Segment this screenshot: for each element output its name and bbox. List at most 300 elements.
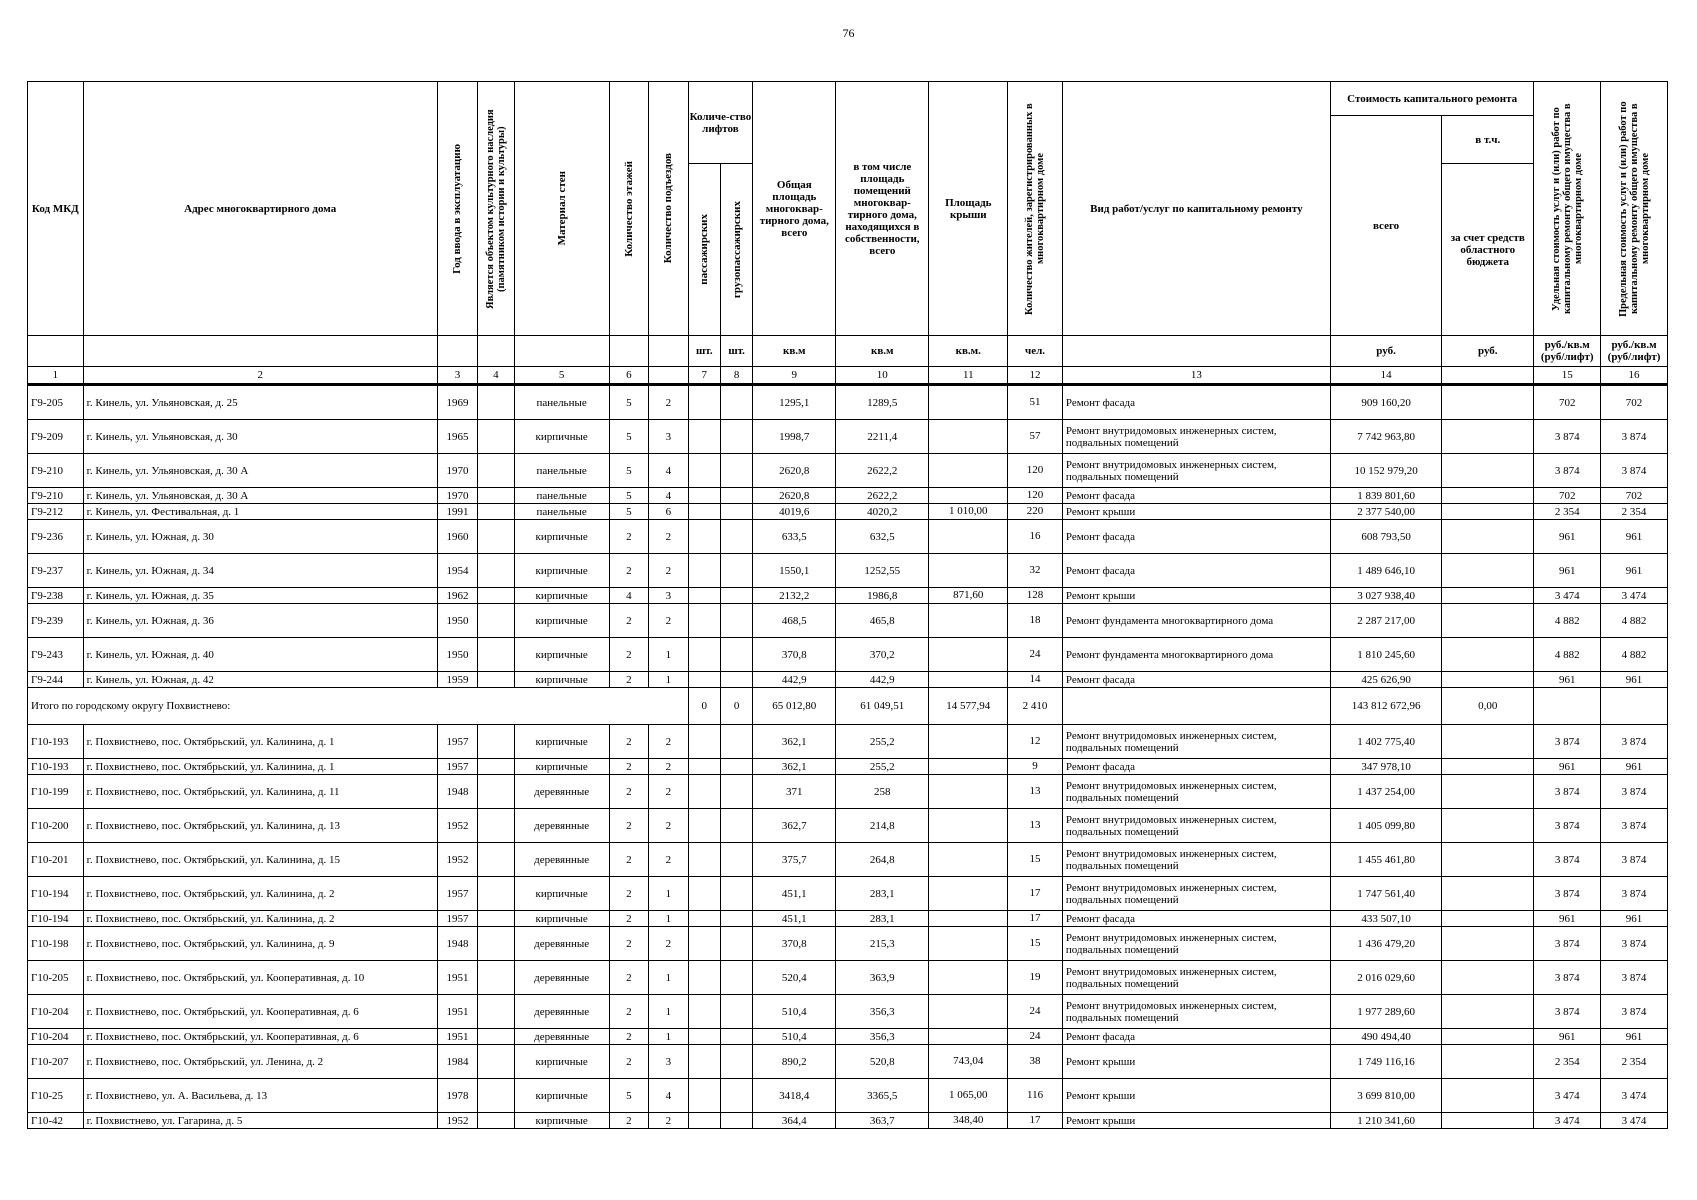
material-cell: кирпичные <box>514 911 609 927</box>
cost-regional-cell <box>1442 809 1534 843</box>
cost-total-cell: 1 977 289,60 <box>1330 995 1441 1029</box>
max-cost-cell: 961 <box>1601 911 1668 927</box>
kod-cell: Г9-239 <box>28 604 84 638</box>
residents-cell: 15 <box>1008 927 1063 961</box>
heritage-cell <box>478 604 514 638</box>
lifts-pass-cell <box>688 759 720 775</box>
floors-cell: 2 <box>609 520 648 554</box>
address-cell: г. Похвистнево, пос. Октябрьский, ул. Кооперативная, д. 6 <box>83 995 437 1029</box>
cost-total-cell: 425 626,90 <box>1330 672 1441 688</box>
heritage-cell <box>478 1113 514 1129</box>
lifts-pass-cell <box>688 1113 720 1129</box>
column-number <box>1442 367 1534 385</box>
year-cell: 1965 <box>437 420 477 454</box>
area-total-cell: 2620,8 <box>753 454 836 488</box>
lifts-cargo-cell <box>720 927 752 961</box>
unit-cost-cell: 4 882 <box>1534 638 1601 672</box>
max-cost-cell: 961 <box>1601 759 1668 775</box>
address-cell: г. Кинель, ул. Южная, д. 36 <box>83 604 437 638</box>
residents-cell: 220 <box>1008 504 1063 520</box>
unit-rub-kvm: руб./кв.м (руб/лифт) <box>1534 336 1601 367</box>
area-owned-cell: 283,1 <box>836 877 929 911</box>
residents-cell: 120 <box>1008 488 1063 504</box>
unit-cost-cell: 3 874 <box>1534 725 1601 759</box>
cost-regional-cell <box>1442 520 1534 554</box>
roof-area-cell: 1 010,00 <box>929 504 1008 520</box>
residents-cell: 128 <box>1008 588 1063 604</box>
heritage-cell <box>478 520 514 554</box>
max-cost-cell: 3 474 <box>1601 1079 1668 1113</box>
entrances-cell: 1 <box>649 1029 688 1045</box>
roof-area-cell <box>929 775 1008 809</box>
lifts-pass-cell <box>688 604 720 638</box>
table-row <box>28 961 1668 995</box>
address-cell: г. Кинель, ул. Южная, д. 34 <box>83 554 437 588</box>
area-owned-cell: 356,3 <box>836 1029 929 1045</box>
area-total-cell: 468,5 <box>753 604 836 638</box>
heritage-cell <box>478 504 514 520</box>
floors-cell: 2 <box>609 843 648 877</box>
year-cell: 1970 <box>437 488 477 504</box>
lifts-pass-cell <box>688 638 720 672</box>
residents-cell: 116 <box>1008 1079 1063 1113</box>
unit-cost-cell: 702 <box>1534 488 1601 504</box>
address-cell: г. Кинель, ул. Ульяновская, д. 30 <box>83 420 437 454</box>
address-cell: г. Похвистнево, пос. Октябрьский, ул. Кооперативная, д. 10 <box>83 961 437 995</box>
table-row <box>28 604 1668 638</box>
roof-area-cell <box>929 385 1008 420</box>
lifts-pass-cell <box>688 1029 720 1045</box>
max-cost-cell: 3 874 <box>1601 961 1668 995</box>
work-type-cell: Ремонт внутридомовых инженерных систем, подвальных помещений <box>1062 843 1330 877</box>
max-cost-cell: 4 882 <box>1601 638 1668 672</box>
unit-cost-cell: 961 <box>1534 911 1601 927</box>
address-cell: г. Похвистнево, пос. Октябрьский, ул. Калинина, д. 2 <box>83 911 437 927</box>
area-total-cell: 4019,6 <box>753 504 836 520</box>
residents-cell: 13 <box>1008 775 1063 809</box>
column-number: 13 <box>1062 367 1330 385</box>
kod-cell: Г10-194 <box>28 911 84 927</box>
year-cell: 1962 <box>437 588 477 604</box>
entrances-cell: 2 <box>649 927 688 961</box>
roof-area-cell: 871,60 <box>929 588 1008 604</box>
header-lifts-pass: пассажирских <box>688 164 720 336</box>
area-owned-cell: 255,2 <box>836 725 929 759</box>
unit-cost-cell: 3 874 <box>1534 843 1601 877</box>
lifts-pass-cell <box>688 809 720 843</box>
header-roof: Площадь крыши <box>929 82 1008 336</box>
roof-area-cell <box>929 638 1008 672</box>
column-number: 3 <box>437 367 477 385</box>
max-cost-cell: 3 874 <box>1601 420 1668 454</box>
work-type-cell: Ремонт внутридомовых инженерных систем, подвальных помещений <box>1062 995 1330 1029</box>
lifts-cargo-cell <box>720 454 752 488</box>
address-cell: г. Похвистнево, пос. Октябрьский, ул. Калинина, д. 2 <box>83 877 437 911</box>
cost-total-cell: 3 027 938,40 <box>1330 588 1441 604</box>
entrances-cell: 3 <box>649 588 688 604</box>
kod-cell: Г9-243 <box>28 638 84 672</box>
lifts-pass-cell <box>688 420 720 454</box>
heritage-cell <box>478 775 514 809</box>
work-type-cell: Ремонт фундамента многоквартирного дома <box>1062 638 1330 672</box>
total-residents: 2 410 <box>1008 688 1063 725</box>
area-total-cell: 371 <box>753 775 836 809</box>
max-cost-cell: 702 <box>1601 385 1668 420</box>
unit-cost-cell: 4 882 <box>1534 604 1601 638</box>
column-number: 15 <box>1534 367 1601 385</box>
area-total-cell: 510,4 <box>753 995 836 1029</box>
work-type-cell: Ремонт фасада <box>1062 385 1330 420</box>
residents-cell: 13 <box>1008 809 1063 843</box>
lifts-pass-cell <box>688 554 720 588</box>
max-cost-cell: 4 882 <box>1601 604 1668 638</box>
heritage-cell <box>478 725 514 759</box>
roof-area-cell <box>929 927 1008 961</box>
residents-cell: 16 <box>1008 520 1063 554</box>
cost-regional-cell <box>1442 759 1534 775</box>
unit-cost-cell: 961 <box>1534 672 1601 688</box>
residents-cell: 57 <box>1008 420 1063 454</box>
lifts-cargo-cell <box>720 1079 752 1113</box>
unit-cost-cell: 3 874 <box>1534 961 1601 995</box>
max-cost-cell: 3 874 <box>1601 927 1668 961</box>
header-max-cost: Предельная стоимость услуг и (или) работ по капитальному ремонту общего имущества в многоквартирном доме <box>1601 82 1668 336</box>
cost-regional-cell <box>1442 1045 1534 1079</box>
area-owned-cell: 1289,5 <box>836 385 929 420</box>
year-cell: 1970 <box>437 454 477 488</box>
roof-area-cell <box>929 420 1008 454</box>
cost-regional-cell <box>1442 1079 1534 1113</box>
max-cost-cell: 961 <box>1601 520 1668 554</box>
header-cost-incl: в т.ч. <box>1442 116 1534 164</box>
kod-cell: Г9-205 <box>28 385 84 420</box>
entrances-cell: 2 <box>649 554 688 588</box>
residents-cell: 24 <box>1008 1029 1063 1045</box>
table-row <box>28 911 1668 927</box>
material-cell: кирпичные <box>514 520 609 554</box>
floors-cell: 2 <box>609 1045 648 1079</box>
unit-cost-cell: 3 474 <box>1534 588 1601 604</box>
work-type-cell: Ремонт фасада <box>1062 554 1330 588</box>
unit-cost-cell: 3 474 <box>1534 1113 1601 1129</box>
table-row <box>28 520 1668 554</box>
year-cell: 1952 <box>437 809 477 843</box>
entrances-cell: 2 <box>649 725 688 759</box>
area-total-cell: 362,1 <box>753 759 836 775</box>
year-cell: 1948 <box>437 775 477 809</box>
floors-cell: 4 <box>609 588 648 604</box>
header-cost-total: всего <box>1330 116 1441 336</box>
table-row <box>28 1113 1668 1129</box>
cost-total-cell: 2 287 217,00 <box>1330 604 1441 638</box>
lifts-cargo-cell <box>720 554 752 588</box>
total-area-owned: 61 049,51 <box>836 688 929 725</box>
table-row <box>28 877 1668 911</box>
area-owned-cell: 442,9 <box>836 672 929 688</box>
lifts-pass-cell <box>688 911 720 927</box>
work-type-cell: Ремонт фасада <box>1062 520 1330 554</box>
cost-regional-cell <box>1442 504 1534 520</box>
area-total-cell: 364,4 <box>753 1113 836 1129</box>
area-total-cell: 2132,2 <box>753 588 836 604</box>
kod-cell: Г10-201 <box>28 843 84 877</box>
kod-cell: Г10-200 <box>28 809 84 843</box>
kod-cell: Г10-204 <box>28 995 84 1029</box>
cost-total-cell: 7 742 963,80 <box>1330 420 1441 454</box>
area-total-cell: 510,4 <box>753 1029 836 1045</box>
header-entrances: Количество подъездов <box>649 82 688 336</box>
material-cell: кирпичные <box>514 725 609 759</box>
area-owned-cell: 2211,4 <box>836 420 929 454</box>
area-total-cell: 362,1 <box>753 725 836 759</box>
floors-cell: 2 <box>609 554 648 588</box>
table-row <box>28 927 1668 961</box>
cost-regional-cell <box>1442 775 1534 809</box>
cost-total-cell: 1 747 561,40 <box>1330 877 1441 911</box>
heritage-cell <box>478 759 514 775</box>
cost-regional-cell <box>1442 385 1534 420</box>
area-owned-cell: 214,8 <box>836 809 929 843</box>
roof-area-cell <box>929 488 1008 504</box>
kod-cell: Г10-193 <box>28 759 84 775</box>
entrances-cell: 2 <box>649 759 688 775</box>
material-cell: деревянные <box>514 775 609 809</box>
unit-sht: шт. <box>688 336 720 367</box>
residents-cell: 17 <box>1008 877 1063 911</box>
area-owned-cell: 465,8 <box>836 604 929 638</box>
lifts-cargo-cell <box>720 504 752 520</box>
lifts-cargo-cell <box>720 911 752 927</box>
year-cell: 1959 <box>437 672 477 688</box>
cost-regional-cell <box>1442 1029 1534 1045</box>
max-cost-cell: 3 874 <box>1601 843 1668 877</box>
area-owned-cell: 370,2 <box>836 638 929 672</box>
max-cost-cell: 961 <box>1601 1029 1668 1045</box>
lifts-pass-cell <box>688 843 720 877</box>
lifts-cargo-cell <box>720 672 752 688</box>
table-row <box>28 995 1668 1029</box>
lifts-pass-cell <box>688 995 720 1029</box>
heritage-cell <box>478 672 514 688</box>
work-type-cell: Ремонт внутридомовых инженерных систем, подвальных помещений <box>1062 961 1330 995</box>
residents-cell: 18 <box>1008 604 1063 638</box>
header-floors: Количество этажей <box>609 82 648 336</box>
cost-total-cell: 1 437 254,00 <box>1330 775 1441 809</box>
floors-cell: 2 <box>609 1029 648 1045</box>
roof-area-cell: 348,40 <box>929 1113 1008 1129</box>
work-type-cell: Ремонт крыши <box>1062 1113 1330 1129</box>
lifts-pass-cell <box>688 504 720 520</box>
work-type-cell: Ремонт фасада <box>1062 488 1330 504</box>
kod-cell: Г9-209 <box>28 420 84 454</box>
material-cell: деревянные <box>514 927 609 961</box>
residents-cell: 12 <box>1008 725 1063 759</box>
material-cell: кирпичные <box>514 877 609 911</box>
material-cell: деревянные <box>514 995 609 1029</box>
header-area-owned: в том числе площадь помещений многоквар-тирного дома, находящихся в собственности, всего <box>836 82 929 336</box>
max-cost-cell: 3 874 <box>1601 809 1668 843</box>
roof-area-cell <box>929 520 1008 554</box>
work-type-cell: Ремонт фундамента многоквартирного дома <box>1062 604 1330 638</box>
floors-cell: 2 <box>609 604 648 638</box>
floors-cell: 2 <box>609 775 648 809</box>
column-number: 11 <box>929 367 1008 385</box>
cost-total-cell: 1 839 801,60 <box>1330 488 1441 504</box>
kod-cell: Г9-236 <box>28 520 84 554</box>
area-owned-cell: 255,2 <box>836 759 929 775</box>
entrances-cell: 2 <box>649 843 688 877</box>
lifts-pass-cell <box>688 725 720 759</box>
floors-cell: 5 <box>609 385 648 420</box>
kod-cell: Г9-210 <box>28 454 84 488</box>
table-row <box>28 672 1668 688</box>
residents-cell: 24 <box>1008 995 1063 1029</box>
lifts-pass-cell <box>688 385 720 420</box>
cost-total-cell: 1 749 116,16 <box>1330 1045 1441 1079</box>
header-area-total: Общая площадь многоквар-тирного дома, всего <box>753 82 836 336</box>
year-cell: 1950 <box>437 638 477 672</box>
roof-area-cell <box>929 843 1008 877</box>
address-cell: г. Похвистнево, пос. Октябрьский, ул. Калинина, д. 1 <box>83 759 437 775</box>
lifts-cargo-cell <box>720 843 752 877</box>
kod-cell: Г9-237 <box>28 554 84 588</box>
cost-total-cell: 1 210 341,60 <box>1330 1113 1441 1129</box>
entrances-cell: 2 <box>649 1113 688 1129</box>
header-address: Адрес многоквартирного дома <box>83 82 437 336</box>
lifts-pass-cell <box>688 927 720 961</box>
floors-cell: 2 <box>609 725 648 759</box>
roof-area-cell <box>929 961 1008 995</box>
material-cell: кирпичные <box>514 759 609 775</box>
unit-sht: шт. <box>720 336 752 367</box>
area-total-cell: 2620,8 <box>753 488 836 504</box>
year-cell: 1960 <box>437 520 477 554</box>
cost-total-cell: 1 405 099,80 <box>1330 809 1441 843</box>
year-cell: 1951 <box>437 961 477 995</box>
lifts-pass-cell <box>688 1079 720 1113</box>
area-owned-cell: 363,9 <box>836 961 929 995</box>
year-cell: 1954 <box>437 554 477 588</box>
header-lifts: Количе-ство лифтов <box>688 82 753 164</box>
roof-area-cell <box>929 911 1008 927</box>
heritage-cell <box>478 420 514 454</box>
cost-regional-cell <box>1442 604 1534 638</box>
residents-cell: 51 <box>1008 385 1063 420</box>
roof-area-cell <box>929 809 1008 843</box>
table-row <box>28 638 1668 672</box>
area-owned-cell: 3365,5 <box>836 1079 929 1113</box>
header-material: Материал стен <box>514 82 609 336</box>
lifts-cargo-cell <box>720 488 752 504</box>
table-row <box>28 588 1668 604</box>
max-cost-cell: 3 874 <box>1601 995 1668 1029</box>
header-year: Год ввода в эксплуатацию <box>437 82 477 336</box>
lifts-cargo-cell <box>720 1029 752 1045</box>
area-owned-cell: 1252,55 <box>836 554 929 588</box>
entrances-cell: 2 <box>649 809 688 843</box>
total-row <box>28 688 1668 725</box>
max-cost-cell: 2 354 <box>1601 504 1668 520</box>
cost-regional-cell <box>1442 488 1534 504</box>
lifts-pass-cell <box>688 588 720 604</box>
lifts-pass-cell <box>688 672 720 688</box>
area-total-cell: 370,8 <box>753 638 836 672</box>
area-total-cell: 375,7 <box>753 843 836 877</box>
max-cost-cell: 3 874 <box>1601 725 1668 759</box>
cost-total-cell: 608 793,50 <box>1330 520 1441 554</box>
entrances-cell: 3 <box>649 1045 688 1079</box>
work-type-cell: Ремонт фасада <box>1062 672 1330 688</box>
entrances-cell: 2 <box>649 385 688 420</box>
area-total-cell: 370,8 <box>753 927 836 961</box>
table-row <box>28 1045 1668 1079</box>
cost-total-cell: 2 016 029,60 <box>1330 961 1441 995</box>
lifts-pass-cell <box>688 520 720 554</box>
total-roof: 14 577,94 <box>929 688 1008 725</box>
floors-cell: 2 <box>609 759 648 775</box>
area-owned-cell: 258 <box>836 775 929 809</box>
floors-cell: 2 <box>609 961 648 995</box>
max-cost-cell: 3 474 <box>1601 588 1668 604</box>
cost-regional-cell <box>1442 725 1534 759</box>
material-cell: деревянные <box>514 843 609 877</box>
cost-total-cell: 1 810 245,60 <box>1330 638 1441 672</box>
table-row <box>28 454 1668 488</box>
unit-cost-cell: 3 874 <box>1534 995 1601 1029</box>
area-total-cell: 442,9 <box>753 672 836 688</box>
lifts-pass-cell <box>688 961 720 995</box>
year-cell: 1969 <box>437 385 477 420</box>
header-cost-regional: за счет средств областного бюджета <box>1442 164 1534 336</box>
lifts-pass-cell <box>688 877 720 911</box>
heritage-cell <box>478 911 514 927</box>
address-cell: г. Кинель, ул. Южная, д. 42 <box>83 672 437 688</box>
roof-area-cell: 743,04 <box>929 1045 1008 1079</box>
entrances-cell: 2 <box>649 520 688 554</box>
max-cost-cell: 3 874 <box>1601 877 1668 911</box>
material-cell: кирпичные <box>514 1113 609 1129</box>
cost-regional-cell <box>1442 672 1534 688</box>
cost-regional-cell <box>1442 877 1534 911</box>
area-owned-cell: 2622,2 <box>836 454 929 488</box>
column-number: 2 <box>83 367 437 385</box>
residents-cell: 32 <box>1008 554 1063 588</box>
cost-regional-cell <box>1442 843 1534 877</box>
column-number: 16 <box>1601 367 1668 385</box>
material-cell: кирпичные <box>514 554 609 588</box>
year-cell: 1957 <box>437 877 477 911</box>
column-number: 12 <box>1008 367 1063 385</box>
work-type-cell: Ремонт фасада <box>1062 1029 1330 1045</box>
cost-total-cell: 2 377 540,00 <box>1330 504 1441 520</box>
heritage-cell <box>478 995 514 1029</box>
kod-cell: Г10-25 <box>28 1079 84 1113</box>
material-cell: панельные <box>514 385 609 420</box>
year-cell: 1978 <box>437 1079 477 1113</box>
material-cell: кирпичные <box>514 588 609 604</box>
cost-regional-cell <box>1442 420 1534 454</box>
entrances-cell: 3 <box>649 420 688 454</box>
kod-cell: Г9-244 <box>28 672 84 688</box>
address-cell: г. Похвистнево, пос. Октябрьский, ул. Калинина, д. 9 <box>83 927 437 961</box>
material-cell: деревянные <box>514 961 609 995</box>
lifts-cargo-cell <box>720 385 752 420</box>
address-cell: г. Похвистнево, пос. Октябрьский, ул. Кооперативная, д. 6 <box>83 1029 437 1045</box>
kod-cell: Г10-205 <box>28 961 84 995</box>
cost-total-cell: 10 152 979,20 <box>1330 454 1441 488</box>
roof-area-cell <box>929 672 1008 688</box>
area-total-cell: 890,2 <box>753 1045 836 1079</box>
